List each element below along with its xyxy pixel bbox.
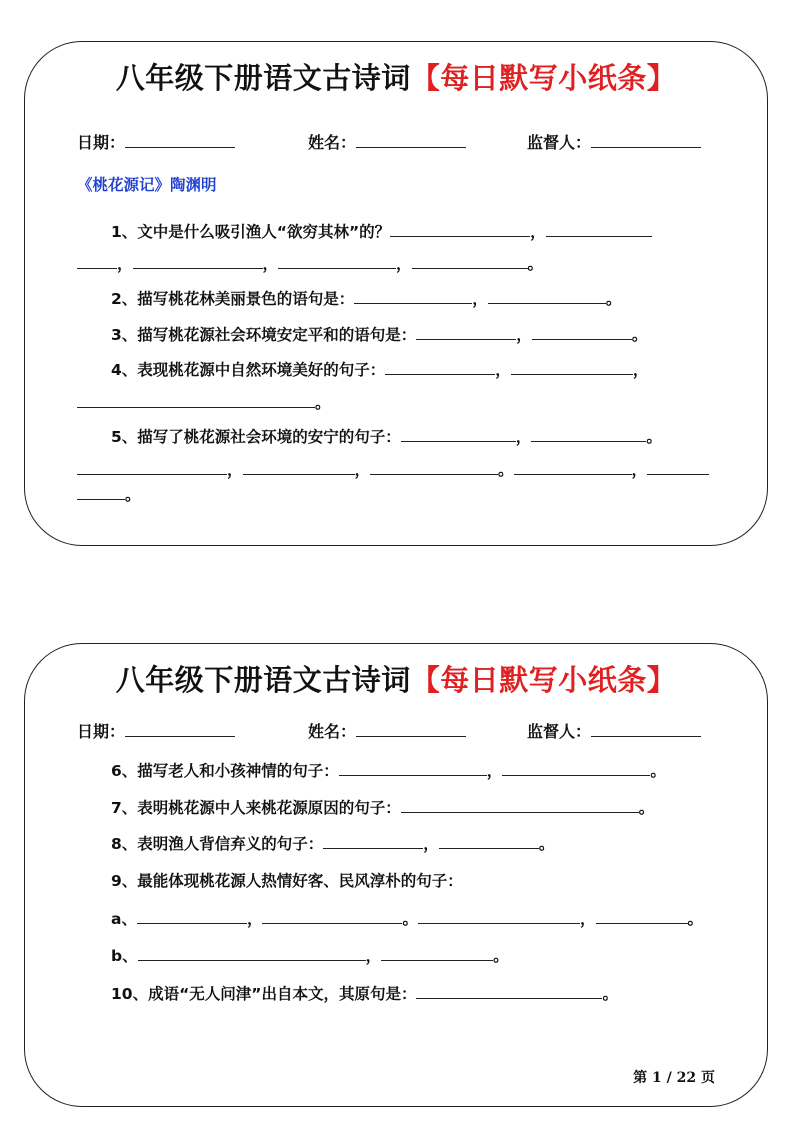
question-3: 3、描写桃花源社会环境安定平和的语句是： ， 。 bbox=[111, 326, 648, 344]
question-6: 6、描写老人和小孩神情的句子： ， 。 bbox=[111, 762, 666, 780]
question-2: 2、描写桃花林美丽景色的语句是： ， 。 bbox=[111, 290, 622, 308]
question-8: 8、表明渔人背信弃义的句子： ， 。 bbox=[111, 835, 555, 853]
answer-blank[interactable] bbox=[412, 254, 528, 269]
answer-blank[interactable] bbox=[439, 834, 539, 849]
answer-blank[interactable] bbox=[416, 325, 516, 340]
answer-blank[interactable] bbox=[77, 485, 125, 500]
question-9: 9、最能体现桃花源人热情好客、民风淳朴的句子： bbox=[111, 872, 463, 890]
source-title: 《桃花源记》陶渊明 bbox=[77, 176, 217, 194]
answer-blank[interactable] bbox=[416, 984, 602, 999]
answer-blank[interactable] bbox=[401, 427, 516, 442]
question-9b: b、 ， 。 bbox=[111, 947, 509, 965]
answer-blank[interactable] bbox=[546, 222, 652, 237]
page-number: 第 1 / 22 页 bbox=[633, 1070, 715, 1086]
answer-blank[interactable] bbox=[418, 909, 580, 924]
question-5: 5、描写了桃花源社会环境的安宁的句子： ， 。 bbox=[111, 428, 662, 446]
supervisor-blank[interactable] bbox=[591, 133, 701, 148]
answer-blank[interactable] bbox=[262, 909, 402, 924]
name-blank[interactable] bbox=[356, 722, 466, 737]
answer-blank[interactable] bbox=[243, 460, 355, 475]
answer-blank[interactable] bbox=[323, 834, 423, 849]
date-field: 日期： bbox=[77, 719, 235, 742]
supervisor-blank[interactable] bbox=[591, 722, 701, 737]
answer-blank[interactable] bbox=[137, 909, 247, 924]
answer-blank[interactable] bbox=[77, 460, 227, 475]
date-blank[interactable] bbox=[125, 133, 235, 148]
question-1: 1、文中是什么吸引渔人“欲穷其林”的？ ， bbox=[111, 220, 652, 242]
answer-blank[interactable] bbox=[278, 254, 396, 269]
question-9a: a、 ， 。 ， 。 bbox=[111, 910, 704, 928]
supervisor-field: 监督人： bbox=[527, 130, 701, 153]
date-blank[interactable] bbox=[125, 722, 235, 737]
name-field: 姓名： bbox=[308, 719, 466, 742]
answer-blank[interactable] bbox=[385, 360, 495, 375]
worksheet-card-1 bbox=[24, 41, 768, 546]
question-4-cont: 。 bbox=[77, 391, 331, 413]
answer-blank[interactable] bbox=[77, 254, 117, 269]
question-5-cont2: 。 bbox=[77, 483, 141, 505]
answer-blank[interactable] bbox=[354, 289, 472, 304]
answer-blank[interactable] bbox=[514, 460, 632, 475]
answer-blank[interactable] bbox=[77, 393, 315, 408]
title-highlight: 【每日默写小纸条】 bbox=[410, 61, 677, 95]
name-blank[interactable] bbox=[356, 133, 466, 148]
answer-blank[interactable] bbox=[133, 254, 263, 269]
answer-blank[interactable] bbox=[381, 946, 493, 961]
answer-blank[interactable] bbox=[488, 289, 606, 304]
question-10: 10、成语“无人问津”出自本文，其原句是： 。 bbox=[111, 985, 618, 1003]
answer-blank[interactable] bbox=[502, 761, 650, 776]
answer-blank[interactable] bbox=[596, 909, 688, 924]
answer-blank[interactable] bbox=[532, 325, 632, 340]
answer-blank[interactable] bbox=[647, 460, 709, 475]
title-highlight: 【每日默写小纸条】 bbox=[410, 663, 677, 697]
supervisor-field: 监督人： bbox=[527, 719, 701, 742]
question-5-cont: ， ， 。 ， bbox=[77, 458, 709, 480]
answer-blank[interactable] bbox=[370, 460, 498, 475]
answer-blank[interactable] bbox=[138, 946, 366, 961]
name-field: 姓名： bbox=[308, 130, 466, 153]
answer-blank[interactable] bbox=[401, 798, 639, 813]
answer-blank[interactable] bbox=[339, 761, 487, 776]
question-7: 7、表明桃花源中人来桃花源原因的句子： 。 bbox=[111, 799, 655, 817]
worksheet-card-2 bbox=[24, 643, 768, 1107]
date-field: 日期： bbox=[77, 130, 235, 153]
question-1-cont: ， ， ， 。 bbox=[77, 252, 543, 274]
question-4: 4、表现桃花源中自然环境美好的句子： ， ， bbox=[111, 361, 649, 379]
answer-blank[interactable] bbox=[390, 222, 530, 237]
card-title: 八年级下册语文古诗词【每日默写小纸条】 bbox=[115, 61, 677, 95]
card-title: 八年级下册语文古诗词【每日默写小纸条】 bbox=[115, 663, 677, 697]
answer-blank[interactable] bbox=[531, 427, 646, 442]
answer-blank[interactable] bbox=[511, 360, 633, 375]
